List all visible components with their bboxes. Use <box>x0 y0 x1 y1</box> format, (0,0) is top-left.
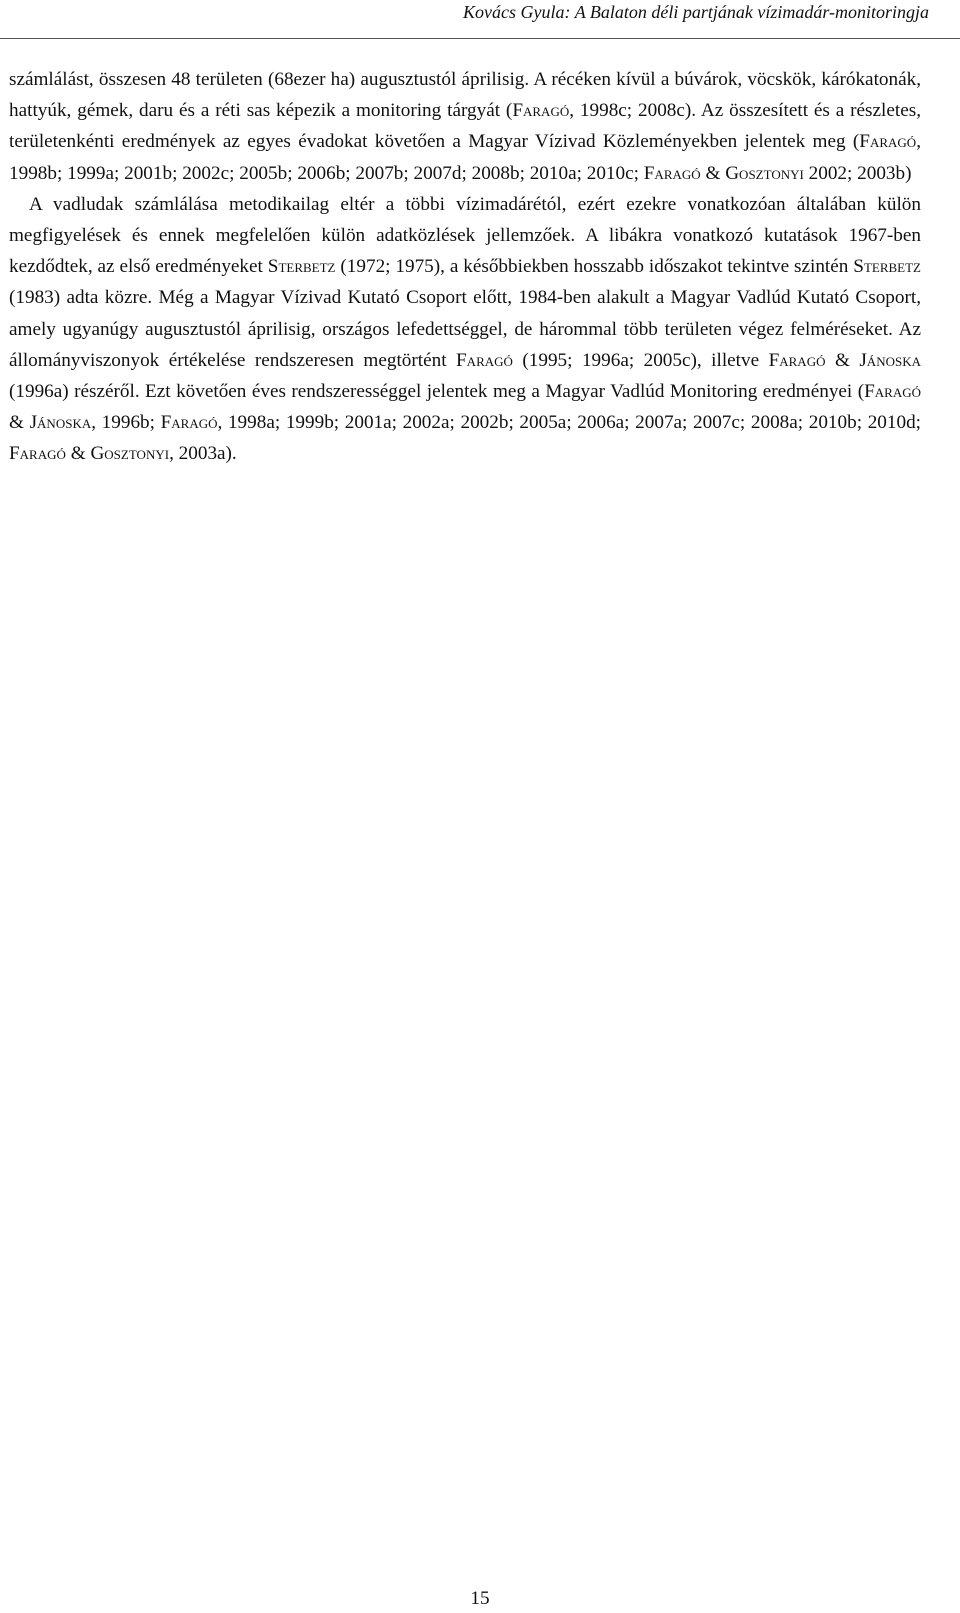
author-name: Faragó <box>768 349 826 371</box>
text-run: & <box>825 349 860 371</box>
text-run: 2002; 2003b) <box>803 162 912 184</box>
author-name: Faragó <box>9 443 66 465</box>
author-name: Faragó <box>512 100 570 122</box>
running-header <box>0 0 960 39</box>
text-run: , 1998a; 1999b; 2001a; 2002a; 2002b; 2005a; 2006a; 2007a; 2007c; 2008a; 2010b; 2010d; <box>217 412 921 434</box>
text-run: számlálást, összesen 48 területen (68ezer ha) augusztustól áprilisig. A récéken kívül a búvárok, vöcskök, kárókatonák, hattyúk, gémek, daru és a réti sas képezik a monitoring tárgyát ( <box>9 69 921 122</box>
text-run: (1995; 1996a; 2005c), illetve <box>512 349 769 371</box>
author-name: Faragó <box>859 131 917 153</box>
text-run: (1983) adta közre. Még a Magyar Vízivad Kutató Csoport előtt, 1984-ben alakult a Magyar Vadlúd Kutató Csoport, amely ugyanúgy augusztustól áprilisig, országos lefedettséggel, de hárommal több területen végez felméréseket. Az állományviszonyok értékelése rendszeresen megtörtént <box>9 287 921 371</box>
text-run: , 1998b; 1999a; 2001b; 2002c; 2005b; 2006b; 2007b; 2007d; 2008b; 2010a; 2010c; <box>9 131 921 184</box>
body-text <box>9 64 921 470</box>
text-run: & <box>65 443 91 465</box>
author-name: Sterbetz <box>853 256 921 278</box>
paragraph <box>9 64 921 189</box>
text-run: (1972; 1975), a későbbiekben hosszabb időszakot tekintve szintén <box>335 256 854 278</box>
author-name: Jánoska <box>859 349 921 371</box>
author-name: Faragó <box>864 381 921 403</box>
page-number: 15 <box>470 1588 490 1609</box>
author-name: Gosztonyi <box>90 443 170 465</box>
text-run: & <box>700 162 726 184</box>
text-run: (1996a) részéről. Ezt követően éves rendszerességgel jelentek meg a Magyar Vadlúd Monitoring eredményei ( <box>9 381 865 403</box>
paragraph <box>9 189 921 470</box>
text-run: , 2003a). <box>169 443 237 465</box>
text-run: A vadludak számlálása metodikailag eltér a többi vízimadárétól, ezért ezekre vonatkozóan általában külön megfigyelések és ennek megfelelően külön adatközlések jellemzőek. A libákra vonatkozó kutatások 1967-ben kezdődtek, az első eredményeket <box>9 193 921 278</box>
author-name: Faragó <box>643 162 701 184</box>
running-title: Kovács Gyula: A Balaton déli partjának vízimadár-monitoringja <box>463 2 929 22</box>
author-name: Jánoska <box>29 412 92 434</box>
author-name: Gosztonyi <box>725 162 804 184</box>
author-name: Sterbetz <box>267 256 336 278</box>
text-run: & <box>9 412 30 434</box>
text-run: , 1996b; <box>91 412 161 434</box>
author-name: Faragó <box>160 412 218 434</box>
author-name: Faragó <box>456 349 513 371</box>
text-run: , 1998c; 2008c). Az összesített és a részletes, területenkénti eredmények az egyes évadokat követően a Magyar Vízivad Közleményekben jelentek meg ( <box>9 100 921 153</box>
